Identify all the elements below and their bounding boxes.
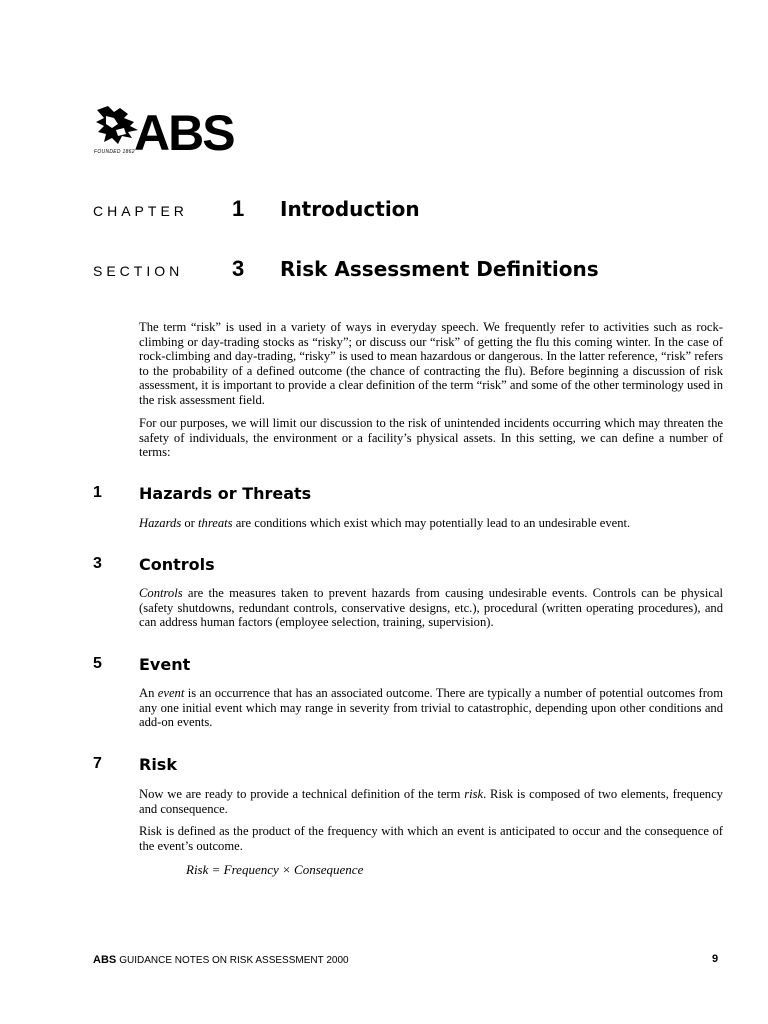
- body-text: Now we are ready to provide a technical definition of the term: [139, 787, 465, 801]
- term-risk: risk: [464, 787, 484, 801]
- section-title: Risk Assessment Definitions: [280, 257, 599, 281]
- subsection-title: Event: [139, 655, 191, 674]
- intro-paragraph-1: The term “risk” is used in a variety of ways in everyday speech. We frequently refer to activities such as rock-climbing or day-trading stocks as “risky”; or discuss our “risk” of getting the flu this coming winter. In the case of rock-climbing and day-trading, “risky” is used to mean hazardous or dangerous. In the latter reference, “risk” refers to the probability of a defined outcome (the chance of contracting the flu). Before beginning a discussion of risk assessment, it is important to provide a clear definition of the term “risk” and some of the other terminology used in the risk assessment field.: [139, 320, 723, 407]
- subsection-title: Hazards or Threats: [139, 484, 312, 503]
- term-event: event: [157, 686, 185, 700]
- section-label: SECTION: [93, 263, 184, 279]
- subsection-body: [139, 787, 723, 816]
- body-text: or: [181, 516, 199, 530]
- subsection-number: 3: [93, 555, 102, 572]
- body-text: is an occurrence that has an associated outcome. There are typically a number of potential outcomes from any one initial event which may range in severity from trivial to catastrophic, depending upon other conditions and add-on events.: [139, 686, 723, 730]
- subsection-number: 1: [93, 484, 102, 501]
- subsection-title: Controls: [139, 555, 215, 574]
- term-controls: Controls: [139, 586, 183, 600]
- subsection-body: [139, 516, 723, 531]
- logo-wordmark: ABS: [134, 105, 234, 161]
- body-text: An: [139, 686, 158, 700]
- term-threats: threats: [198, 516, 233, 530]
- subsection-body: [139, 586, 723, 630]
- footer-brand: ABS: [93, 954, 117, 966]
- footer-title-line: [93, 954, 349, 966]
- page-number: 9: [712, 953, 719, 965]
- section-number: 3: [232, 256, 245, 281]
- chapter-title: Introduction: [280, 197, 420, 221]
- chapter-number: 1: [232, 196, 245, 221]
- abs-logo: [94, 104, 254, 160]
- body-text: are the measures taken to prevent hazards from causing undesirable events. Controls can be physical (safety shutdowns, redundant controls, conservative designs, etc.), procedural (written operating procedures), and can address human factors (employee selection, training, supervision).: [139, 586, 723, 630]
- body-text: . Risk is composed of two elements, frequency and consequence.: [139, 787, 723, 816]
- footer-title: GUIDANCE NOTES ON RISK ASSESSMENT 2000: [119, 955, 349, 966]
- subsection-number: 5: [93, 655, 102, 672]
- subsection-body: [139, 686, 723, 730]
- intro-paragraph-2: For our purposes, we will limit our discussion to the risk of unintended incidents occurring which may threaten the safety of individuals, the environment or a facility’s physical assets. In this setting, we can define a number of terms:: [139, 416, 723, 460]
- logo-founded: FOUNDED 1862: [94, 149, 135, 155]
- subsection-number: 7: [93, 755, 102, 772]
- chapter-label: CHAPTER: [93, 203, 188, 219]
- body-text: are conditions which exist which may potentially lead to an undesirable event.: [232, 516, 631, 530]
- subsection-body-2: Risk is defined as the product of the frequency with which an event is anticipated to occur and the consequence of the event’s outcome.: [139, 824, 723, 853]
- risk-formula: Risk = Frequency × Consequence: [186, 862, 364, 877]
- subsection-title: Risk: [139, 755, 177, 774]
- term-hazards: Hazards: [139, 516, 182, 530]
